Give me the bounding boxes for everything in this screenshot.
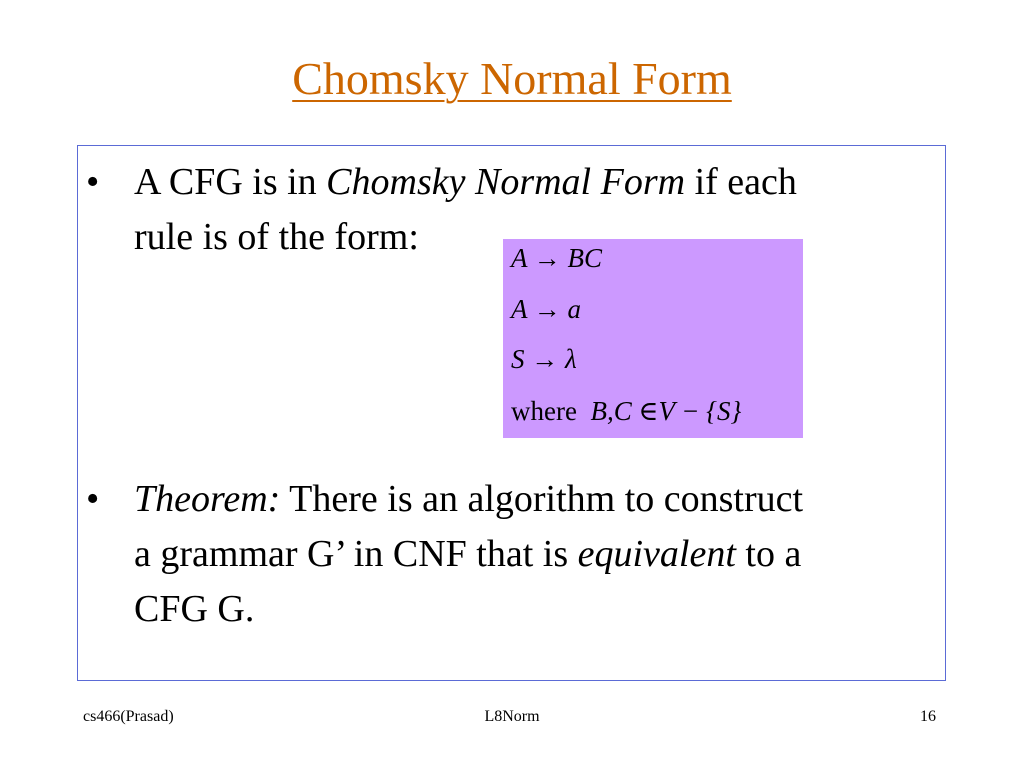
grammar-rules-box (503, 239, 803, 438)
footer-lecture: L8Norm (484, 708, 540, 725)
where-label: where (511, 396, 577, 426)
where-expression: B,C ∈V − {S} (590, 396, 742, 426)
bullet-marker: • (86, 478, 100, 520)
bullet-text-pre: a grammar G’ in CNF that is (134, 533, 578, 575)
bullet-text-italic: Chomsky Normal Form (326, 161, 686, 203)
rule-where-clause (511, 396, 741, 427)
equivalent-word: equivalent (577, 533, 736, 575)
rule-a-to-bc: A → BC (511, 243, 603, 273)
bullet-text-post: There is an algorithm to construct (280, 478, 804, 520)
bullet-text-pre: A CFG is in (134, 161, 327, 203)
bullet-text (134, 472, 803, 637)
slide-title: Chomsky Normal Form (292, 53, 732, 104)
footer-slide-number: 16 (920, 708, 936, 725)
footer-course: cs466(Prasad) (83, 708, 174, 725)
bullet-text-post: to a (735, 533, 802, 575)
bullet-line (134, 155, 797, 210)
bullet-line: rule is of the form: (134, 216, 419, 258)
bullet-line (134, 472, 803, 527)
rule-a-to-a: A → a (511, 294, 582, 324)
bullet-line (134, 527, 803, 582)
theorem-label: Theorem: (134, 478, 281, 520)
bullet-marker: • (86, 161, 100, 203)
bullet-line: CFG G. (134, 588, 255, 630)
rule-s-to-lambda: S → λ (511, 344, 577, 374)
bullet-text-post: if each (685, 161, 797, 203)
